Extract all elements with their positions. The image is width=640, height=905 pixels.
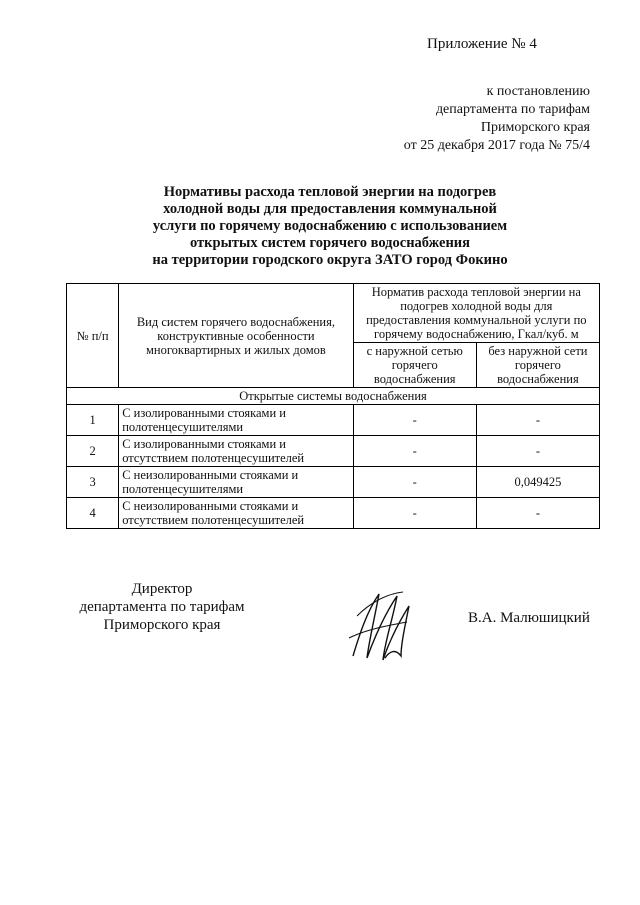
row-system-type: С изолированными стояками и полотенцесушителями xyxy=(119,405,353,436)
norms-table xyxy=(66,283,600,529)
title-line: на территории городского округа ЗАТО город Фокино xyxy=(152,252,508,268)
header-with-network: с наружной сетью горячего водоснабжения xyxy=(353,343,476,388)
title-line: холодной воды для предоставления коммунальной xyxy=(163,201,497,217)
row-num: 3 xyxy=(67,467,119,498)
row-system-type: С неизолированными стояками и отсутствием полотенцесушителей xyxy=(119,498,353,529)
row-system-type: С неизолированными стояками и полотенцесушителями xyxy=(119,467,353,498)
table-row xyxy=(67,467,600,498)
ref-line: Приморского края xyxy=(480,120,590,135)
resolution-reference xyxy=(404,83,590,155)
ref-line: департамента по тарифам xyxy=(435,102,590,117)
ref-line: от 25 декабря 2017 года № 75/4 xyxy=(403,138,590,153)
section-label: Открытые системы водоснабжения xyxy=(67,388,600,405)
row-without-network: - xyxy=(476,405,599,436)
row-with-network: - xyxy=(353,436,476,467)
position-line: департамента по тарифам xyxy=(79,599,245,615)
row-with-network: - xyxy=(353,467,476,498)
row-system-type: С изолированными стояками и отсутствием полотенцесушителей xyxy=(119,436,353,467)
table-row xyxy=(67,498,600,529)
title-line: открытых систем горячего водоснабжения xyxy=(189,235,470,251)
row-num: 2 xyxy=(67,436,119,467)
signatory-name: В.А. Малюшицкий xyxy=(468,610,590,626)
table-row xyxy=(67,436,600,467)
row-num: 1 xyxy=(67,405,119,436)
row-without-network: - xyxy=(476,436,599,467)
header-norm: Норматив расхода тепловой энергии на подогрев холодной воды для предоставления коммунальной услуги по горячему водоснабжению, Гкал/куб. м xyxy=(353,284,599,343)
signatory-position xyxy=(72,580,252,634)
section-row xyxy=(67,388,600,405)
header-without-network: без наружной сети горячего водоснабжения xyxy=(476,343,599,388)
ref-line: к постановлению xyxy=(486,84,590,99)
row-without-network: - xyxy=(476,498,599,529)
title-line: услуги по горячему водоснабжению с использованием xyxy=(152,218,508,234)
row-num: 4 xyxy=(67,498,119,529)
header-num: № п/п xyxy=(67,284,119,388)
position-line: Директор xyxy=(131,581,193,597)
table-row xyxy=(67,405,600,436)
row-without-network: 0,049425 xyxy=(476,467,599,498)
handwritten-signature xyxy=(345,586,415,666)
position-line: Приморского края xyxy=(103,617,221,633)
row-with-network: - xyxy=(353,405,476,436)
document-title xyxy=(110,184,550,269)
title-line: Нормативы расхода тепловой энергии на подогрев xyxy=(163,184,497,200)
header-system-type: Вид систем горячего водоснабжения, конструктивные особенности многоквартирных и жилых домов xyxy=(119,284,353,388)
table-header-row xyxy=(67,284,600,343)
appendix-number: Приложение № 4 xyxy=(427,36,537,52)
row-with-network: - xyxy=(353,498,476,529)
